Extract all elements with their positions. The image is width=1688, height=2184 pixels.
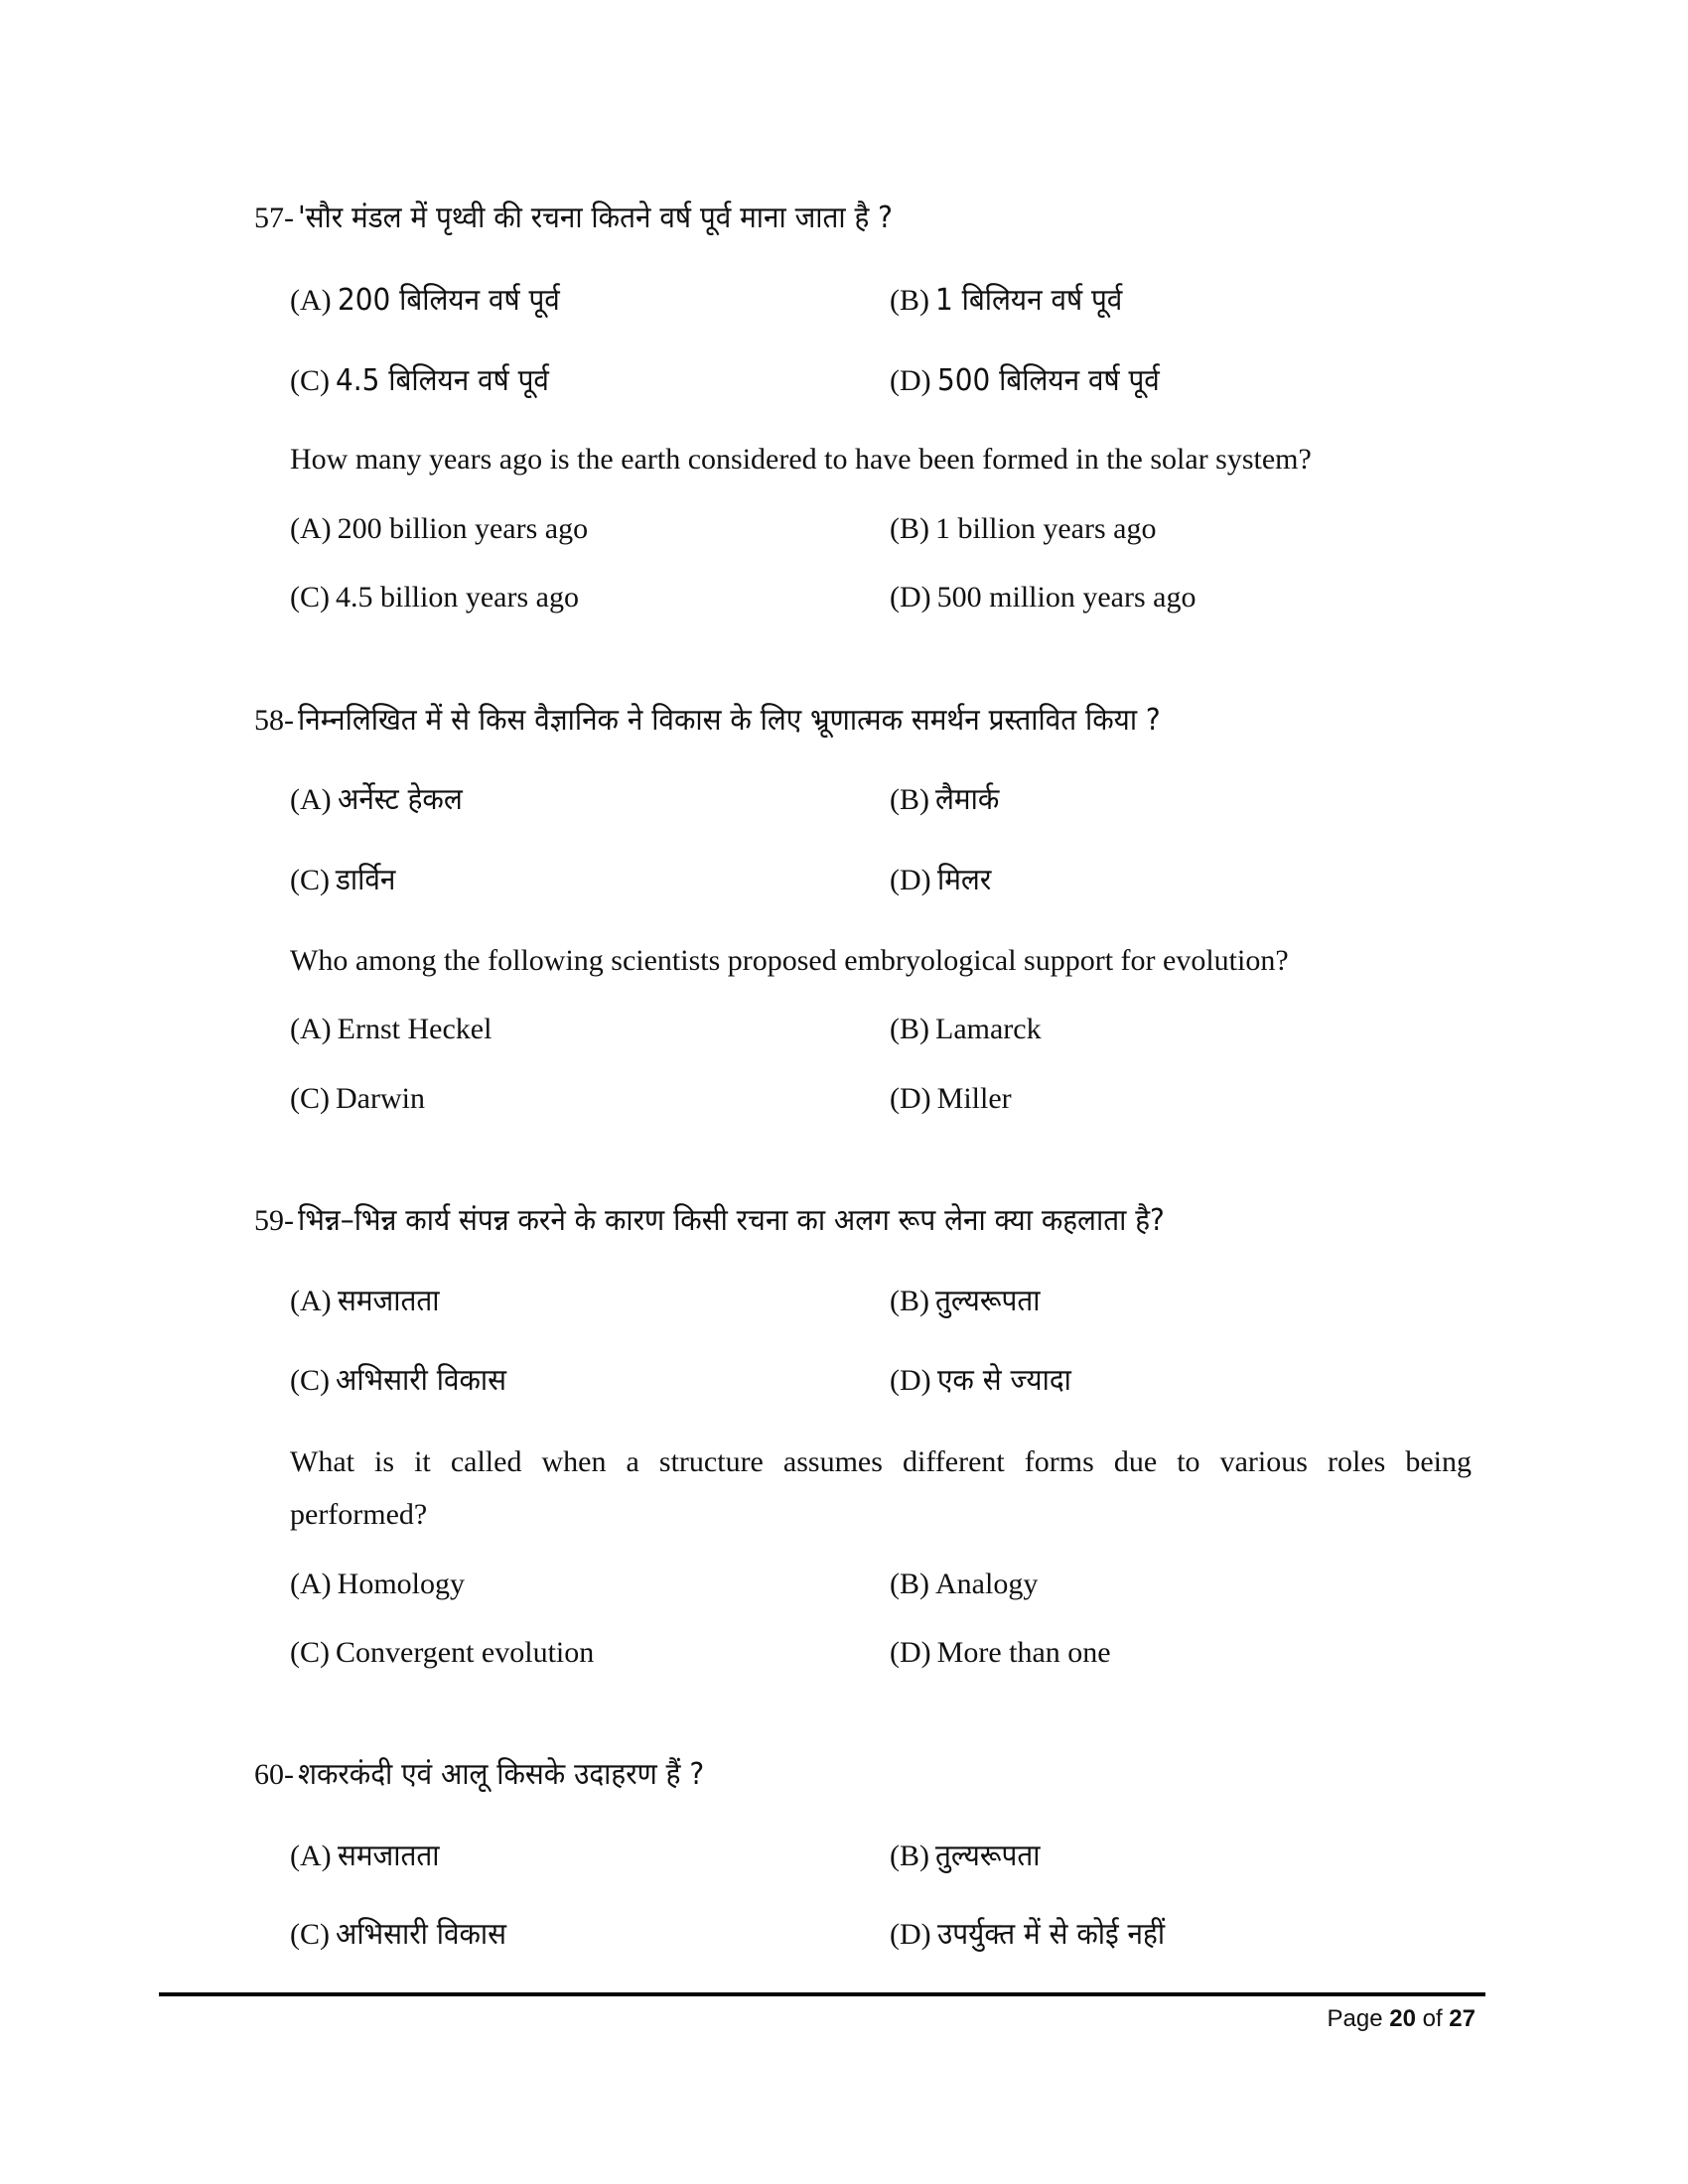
- question-59-english-line2: performed?: [290, 1498, 428, 1531]
- option-label: (C): [290, 864, 330, 896]
- option-label: (B): [890, 783, 929, 816]
- option-label: (B): [890, 1285, 929, 1317]
- q57-hindi-option-d: [890, 363, 1176, 398]
- option-label: (C): [290, 581, 330, 614]
- q59-hindi-option-a: [290, 1284, 447, 1318]
- q58-hindi-option-a: [290, 782, 472, 817]
- option-label: (D): [890, 1364, 931, 1397]
- option-text: 200 बिलियन वर्ष पूर्व: [337, 283, 560, 318]
- option-label: (A): [290, 1568, 332, 1600]
- option-text: तुल्यरूपता: [935, 1839, 1041, 1873]
- question-58-hindi: [254, 703, 1225, 738]
- option-text: 1 बिलियन वर्ष पूर्व: [935, 283, 1123, 318]
- q59-english-option-a: [290, 1570, 465, 1599]
- q58-english-option-a: [290, 1015, 492, 1044]
- option-text: Lamarck: [935, 1013, 1042, 1045]
- question-text-hindi: शकरकंदी एवं आलू किसके उदाहरण हैं ?: [298, 1757, 705, 1792]
- option-label: (B): [890, 1840, 929, 1872]
- q58-hindi-option-c: [290, 863, 400, 897]
- option-text: 4.5 billion years ago: [336, 581, 579, 614]
- option-label: (D): [890, 1918, 931, 1951]
- option-text: समजातता: [337, 1839, 440, 1873]
- footer-divider: [159, 1992, 1485, 1996]
- q59-hindi-option-d: [890, 1363, 1081, 1398]
- option-label: (A): [290, 1013, 332, 1045]
- question-number: 58-: [254, 704, 294, 737]
- option-text: अभिसारी विकास: [336, 1917, 507, 1952]
- option-label: (B): [890, 284, 929, 317]
- option-label: (D): [890, 864, 931, 896]
- question-58-english: Who among the following scientists proposed embryological support for evolution?: [290, 944, 1289, 977]
- option-text: Convergent evolution: [336, 1636, 595, 1669]
- option-text: डार्विन: [336, 863, 396, 897]
- option-label: (D): [890, 1082, 931, 1115]
- option-text: एक से ज्यादा: [936, 1363, 1071, 1398]
- option-text: उपर्युक्त में से कोई नहीं: [936, 1917, 1165, 1952]
- q59-english-option-d: [890, 1638, 1111, 1668]
- option-label: (C): [290, 1364, 330, 1397]
- q60-hindi-option-d: [890, 1917, 1182, 1952]
- q59-hindi-option-b: [890, 1284, 1048, 1318]
- option-text: Homology: [337, 1568, 465, 1600]
- page-number: [1328, 2005, 1477, 2033]
- q58-hindi-option-b: [890, 782, 1004, 817]
- option-label: (D): [890, 1636, 931, 1669]
- question-text-hindi: निम्नलिखित में से किस वैज्ञानिक ने विकास के लिए भ्रूणात्मक समर्थन प्रस्तावित किया ?: [298, 703, 1161, 738]
- option-text: Miller: [936, 1082, 1012, 1115]
- option-label: (C): [290, 1082, 330, 1115]
- q60-hindi-option-b: [890, 1839, 1048, 1873]
- option-text: Analogy: [935, 1568, 1039, 1600]
- option-label: (A): [290, 1840, 332, 1872]
- option-label: (A): [290, 512, 332, 545]
- option-text: अर्नेस्ट हेकल: [337, 782, 463, 817]
- q59-english-option-b: [890, 1570, 1038, 1599]
- option-text: 1 billion years ago: [935, 512, 1157, 545]
- option-text: 500 बिलियन वर्ष पूर्व: [936, 363, 1160, 398]
- q57-english-option-a: [290, 514, 588, 544]
- q58-english-option-d: [890, 1084, 1012, 1114]
- option-text: अभिसारी विकास: [336, 1363, 507, 1398]
- option-label: (B): [890, 1013, 929, 1045]
- q57-english-option-c: [290, 583, 579, 613]
- option-label: (A): [290, 1285, 332, 1317]
- option-label: (C): [290, 1636, 330, 1669]
- option-text: लैमार्क: [935, 782, 1000, 817]
- option-label: (A): [290, 783, 332, 816]
- q58-english-option-c: [290, 1084, 425, 1114]
- option-label: (B): [890, 512, 929, 545]
- of-word: of: [1422, 2005, 1443, 2032]
- q57-hindi-option-c: [290, 363, 565, 398]
- option-text: 4.5 बिलियन वर्ष पूर्व: [336, 363, 549, 398]
- option-text: समजातता: [337, 1284, 440, 1318]
- question-57-english: How many years ago is the earth considered to have been formed in the solar system?: [290, 443, 1312, 476]
- option-label: (C): [290, 1918, 330, 1951]
- question-60-hindi: [254, 1757, 735, 1792]
- option-label: (C): [290, 364, 330, 397]
- option-text: Ernst Heckel: [337, 1013, 492, 1045]
- total-pages: 27: [1449, 2005, 1476, 2032]
- option-text: मिलर: [936, 863, 991, 897]
- q60-hindi-option-a: [290, 1839, 447, 1873]
- question-59-english-line1: What is it called when a structure assumes different forms due to various roles being: [290, 1445, 1472, 1478]
- q58-hindi-option-d: [890, 863, 995, 897]
- option-text: Darwin: [336, 1082, 425, 1115]
- question-text-hindi: भिन्न–भिन्न कार्य संपन्न करने के कारण किसी रचना का अलग रूप लेना क्या कहलाता है?: [298, 1203, 1165, 1238]
- q57-hindi-option-b: [890, 283, 1137, 318]
- q57-english-option-b: [890, 514, 1156, 544]
- option-label: (A): [290, 284, 332, 317]
- option-label: (B): [890, 1568, 929, 1600]
- q57-english-option-d: [890, 583, 1196, 613]
- current-page: 20: [1389, 2005, 1416, 2032]
- page-word: Page: [1327, 2005, 1383, 2032]
- q59-hindi-option-c: [290, 1363, 519, 1398]
- question-number: 59-: [254, 1204, 294, 1237]
- option-text: More than one: [936, 1636, 1111, 1669]
- q58-english-option-b: [890, 1015, 1042, 1044]
- question-number: 60-: [254, 1758, 294, 1791]
- option-label: (D): [890, 581, 931, 614]
- option-label: (D): [890, 364, 931, 397]
- q57-hindi-option-a: [290, 283, 576, 318]
- question-number: 57-: [254, 202, 294, 234]
- option-text: तुल्यरूपता: [935, 1284, 1041, 1318]
- question-57-hindi: [254, 201, 937, 235]
- question-text-hindi: 'सौर मंडल में पृथ्वी की रचना कितने वर्ष पूर्व माना जाता है ?: [298, 201, 893, 235]
- q59-english-option-c: [290, 1638, 594, 1668]
- q60-hindi-option-c: [290, 1917, 519, 1952]
- option-text: 200 billion years ago: [337, 512, 589, 545]
- question-59-hindi: [254, 1203, 1230, 1238]
- option-text: 500 million years ago: [936, 581, 1196, 614]
